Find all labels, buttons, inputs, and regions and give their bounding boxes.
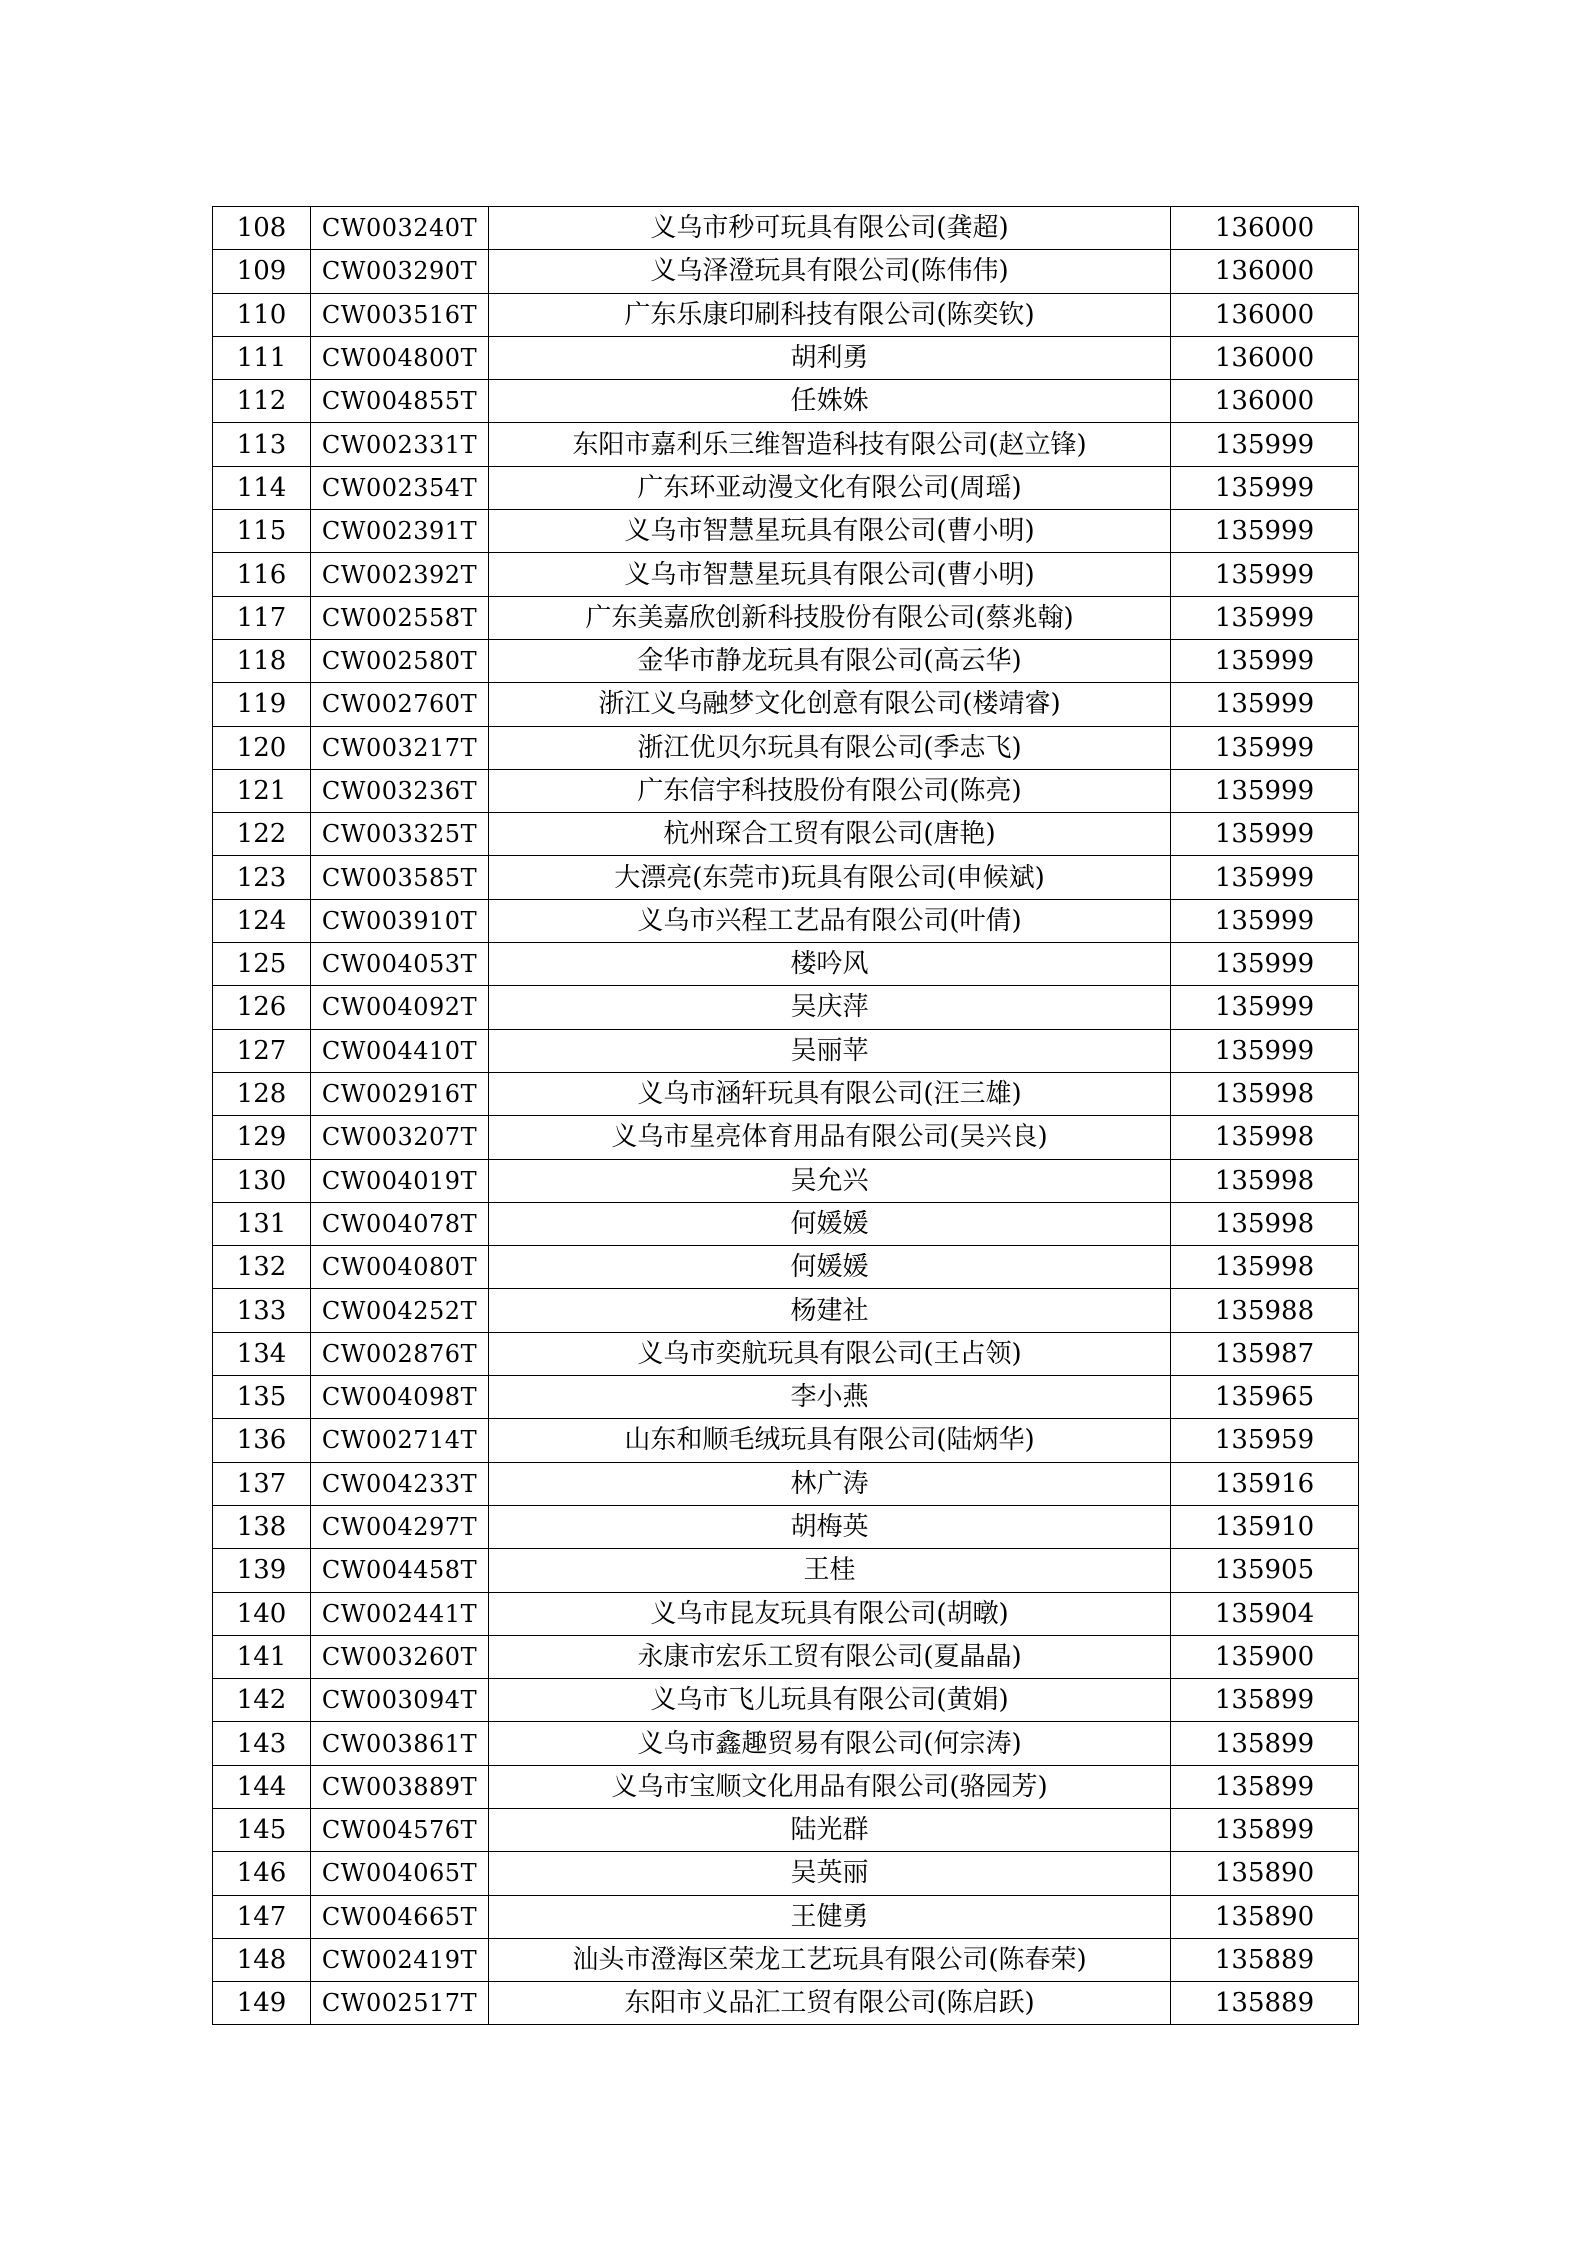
table-row (213, 1116, 1359, 1159)
name-cell: 义乌市智慧星玩具有限公司(曹小明) (489, 553, 1171, 596)
score-cell: 135999 (1171, 856, 1359, 899)
rank-cell: 115 (213, 510, 311, 553)
score-cell: 136000 (1171, 380, 1359, 423)
code-cell: CW004080T (311, 1246, 489, 1289)
table-row (213, 1462, 1359, 1505)
rank-cell: 148 (213, 1938, 311, 1981)
code-cell: CW004665T (311, 1895, 489, 1938)
name-cell: 广东环亚动漫文化有限公司(周瑶) (489, 466, 1171, 509)
name-cell: 义乌市飞儿玩具有限公司(黄娟) (489, 1679, 1171, 1722)
rank-cell: 125 (213, 943, 311, 986)
name-cell: 杨建社 (489, 1289, 1171, 1332)
table-row (213, 1982, 1359, 2025)
name-cell: 义乌市鑫趣贸易有限公司(何宗涛) (489, 1722, 1171, 1765)
table-row (213, 250, 1359, 293)
name-cell: 义乌市兴程工艺品有限公司(叶倩) (489, 899, 1171, 942)
table-row (213, 1419, 1359, 1462)
rank-cell: 136 (213, 1419, 311, 1462)
code-cell: CW003217T (311, 726, 489, 769)
name-cell: 义乌泽澄玩具有限公司(陈伟伟) (489, 250, 1171, 293)
rank-cell: 144 (213, 1765, 311, 1808)
table-row (213, 1029, 1359, 1072)
code-cell: CW002876T (311, 1332, 489, 1375)
code-cell: CW003910T (311, 899, 489, 942)
score-cell: 135905 (1171, 1549, 1359, 1592)
name-cell: 吴庆萍 (489, 986, 1171, 1029)
name-cell: 广东乐康印刷科技有限公司(陈奕钦) (489, 293, 1171, 336)
rank-cell: 133 (213, 1289, 311, 1332)
code-cell: CW002916T (311, 1072, 489, 1115)
name-cell: 浙江优贝尔玩具有限公司(季志飞) (489, 726, 1171, 769)
rank-cell: 130 (213, 1159, 311, 1202)
rank-cell: 118 (213, 639, 311, 682)
code-cell: CW004855T (311, 380, 489, 423)
score-cell: 135988 (1171, 1289, 1359, 1332)
table-row (213, 1289, 1359, 1332)
rank-cell: 137 (213, 1462, 311, 1505)
score-cell: 135999 (1171, 510, 1359, 553)
table-row (213, 1549, 1359, 1592)
table-row (213, 207, 1359, 250)
name-cell: 王桂 (489, 1549, 1171, 1592)
name-cell: 胡梅英 (489, 1505, 1171, 1548)
rank-cell: 138 (213, 1505, 311, 1548)
rank-cell: 124 (213, 899, 311, 942)
rank-cell: 110 (213, 293, 311, 336)
rank-cell: 128 (213, 1072, 311, 1115)
score-cell: 135999 (1171, 813, 1359, 856)
table-row (213, 1246, 1359, 1289)
name-cell: 义乌市涵轩玩具有限公司(汪三雄) (489, 1072, 1171, 1115)
name-cell: 义乌市智慧星玩具有限公司(曹小明) (489, 510, 1171, 553)
code-cell: CW004576T (311, 1808, 489, 1851)
rank-cell: 116 (213, 553, 311, 596)
table-row (213, 1852, 1359, 1895)
rank-cell: 114 (213, 466, 311, 509)
code-cell: CW003260T (311, 1635, 489, 1678)
name-cell: 吴允兴 (489, 1159, 1171, 1202)
rank-cell: 145 (213, 1808, 311, 1851)
name-cell: 义乌市秒可玩具有限公司(龚超) (489, 207, 1171, 250)
name-cell: 王健勇 (489, 1895, 1171, 1938)
score-cell: 135998 (1171, 1159, 1359, 1202)
table-row (213, 726, 1359, 769)
name-cell: 何媛媛 (489, 1202, 1171, 1245)
name-cell: 林广涛 (489, 1462, 1171, 1505)
name-cell: 吴英丽 (489, 1852, 1171, 1895)
rank-cell: 134 (213, 1332, 311, 1375)
name-cell: 杭州琛合工贸有限公司(唐艳) (489, 813, 1171, 856)
score-cell: 135998 (1171, 1246, 1359, 1289)
table-row (213, 510, 1359, 553)
code-cell: CW004297T (311, 1505, 489, 1548)
rank-cell: 123 (213, 856, 311, 899)
code-cell: CW002580T (311, 639, 489, 682)
score-cell: 136000 (1171, 250, 1359, 293)
rank-cell: 117 (213, 596, 311, 639)
score-cell: 135999 (1171, 769, 1359, 812)
score-cell: 136000 (1171, 293, 1359, 336)
code-cell: CW003585T (311, 856, 489, 899)
table-row (213, 1592, 1359, 1635)
name-cell: 义乌市星亮体育用品有限公司(吴兴良) (489, 1116, 1171, 1159)
rank-cell: 122 (213, 813, 311, 856)
table-row (213, 1376, 1359, 1419)
code-cell: CW003516T (311, 293, 489, 336)
code-cell: CW002714T (311, 1419, 489, 1462)
score-cell: 135998 (1171, 1072, 1359, 1115)
table-row (213, 293, 1359, 336)
score-cell: 135998 (1171, 1116, 1359, 1159)
name-cell: 汕头市澄海区荣龙工艺玩具有限公司(陈春荣) (489, 1938, 1171, 1981)
rank-cell: 131 (213, 1202, 311, 1245)
score-cell: 135904 (1171, 1592, 1359, 1635)
table-row (213, 769, 1359, 812)
table-row (213, 1332, 1359, 1375)
table-row (213, 1938, 1359, 1981)
rank-cell: 127 (213, 1029, 311, 1072)
table-row (213, 1679, 1359, 1722)
name-cell: 楼吟风 (489, 943, 1171, 986)
table-row (213, 1722, 1359, 1765)
name-cell: 浙江义乌融梦文化创意有限公司(楼靖睿) (489, 683, 1171, 726)
table-row (213, 423, 1359, 466)
table-row (213, 466, 1359, 509)
code-cell: CW003290T (311, 250, 489, 293)
code-cell: CW004252T (311, 1289, 489, 1332)
name-cell: 永康市宏乐工贸有限公司(夏晶晶) (489, 1635, 1171, 1678)
code-cell: CW004098T (311, 1376, 489, 1419)
rank-cell: 149 (213, 1982, 311, 2025)
table-row (213, 856, 1359, 899)
code-cell: CW004410T (311, 1029, 489, 1072)
name-cell: 义乌市宝顺文化用品有限公司(骆园芳) (489, 1765, 1171, 1808)
code-cell: CW004233T (311, 1462, 489, 1505)
rank-cell: 143 (213, 1722, 311, 1765)
rank-cell: 113 (213, 423, 311, 466)
code-cell: CW002331T (311, 423, 489, 466)
rank-cell: 132 (213, 1246, 311, 1289)
code-cell: CW004458T (311, 1549, 489, 1592)
score-cell: 135899 (1171, 1765, 1359, 1808)
code-cell: CW004065T (311, 1852, 489, 1895)
score-cell: 135999 (1171, 553, 1359, 596)
name-cell: 何媛媛 (489, 1246, 1171, 1289)
score-cell: 135999 (1171, 726, 1359, 769)
score-cell: 135899 (1171, 1722, 1359, 1765)
name-cell: 山东和顺毛绒玩具有限公司(陆炳华) (489, 1419, 1171, 1462)
table-row (213, 553, 1359, 596)
code-cell: CW002392T (311, 553, 489, 596)
code-cell: CW004078T (311, 1202, 489, 1245)
code-cell: CW002441T (311, 1592, 489, 1635)
rank-cell: 121 (213, 769, 311, 812)
table-row (213, 1505, 1359, 1548)
code-cell: CW004019T (311, 1159, 489, 1202)
score-cell: 135999 (1171, 423, 1359, 466)
score-cell: 135999 (1171, 466, 1359, 509)
table-row (213, 1072, 1359, 1115)
name-cell: 李小燕 (489, 1376, 1171, 1419)
code-cell: CW002419T (311, 1938, 489, 1981)
table-row (213, 380, 1359, 423)
name-cell: 胡利勇 (489, 336, 1171, 379)
table-row (213, 1765, 1359, 1808)
name-cell: 东阳市义品汇工贸有限公司(陈启跃) (489, 1982, 1171, 2025)
rank-cell: 111 (213, 336, 311, 379)
rank-cell: 139 (213, 1549, 311, 1592)
score-cell: 135999 (1171, 639, 1359, 682)
score-cell: 135999 (1171, 899, 1359, 942)
score-cell: 136000 (1171, 207, 1359, 250)
rank-cell: 119 (213, 683, 311, 726)
score-cell: 135899 (1171, 1679, 1359, 1722)
rank-cell: 147 (213, 1895, 311, 1938)
score-cell: 135889 (1171, 1938, 1359, 1981)
name-cell: 义乌市昆友玩具有限公司(胡暾) (489, 1592, 1171, 1635)
score-cell: 135998 (1171, 1202, 1359, 1245)
score-cell: 135999 (1171, 986, 1359, 1029)
code-cell: CW003094T (311, 1679, 489, 1722)
rank-cell: 146 (213, 1852, 311, 1895)
name-cell: 广东信宇科技股份有限公司(陈亮) (489, 769, 1171, 812)
rank-cell: 142 (213, 1679, 311, 1722)
results-table (212, 206, 1359, 2025)
rank-cell: 140 (213, 1592, 311, 1635)
score-cell: 135916 (1171, 1462, 1359, 1505)
name-cell: 广东美嘉欣创新科技股份有限公司(蔡兆翰) (489, 596, 1171, 639)
score-cell: 135987 (1171, 1332, 1359, 1375)
score-cell: 135890 (1171, 1852, 1359, 1895)
name-cell: 义乌市奕航玩具有限公司(王占领) (489, 1332, 1171, 1375)
rank-cell: 135 (213, 1376, 311, 1419)
name-cell: 陆光群 (489, 1808, 1171, 1851)
score-cell: 135959 (1171, 1419, 1359, 1462)
score-cell: 135999 (1171, 596, 1359, 639)
code-cell: CW002517T (311, 1982, 489, 2025)
rank-cell: 126 (213, 986, 311, 1029)
score-cell: 135900 (1171, 1635, 1359, 1678)
code-cell: CW003861T (311, 1722, 489, 1765)
table-row (213, 986, 1359, 1029)
code-cell: CW004800T (311, 336, 489, 379)
rank-cell: 112 (213, 380, 311, 423)
score-cell: 135889 (1171, 1982, 1359, 2025)
name-cell: 吴丽苹 (489, 1029, 1171, 1072)
score-cell: 135999 (1171, 943, 1359, 986)
table-row (213, 1635, 1359, 1678)
score-cell: 135910 (1171, 1505, 1359, 1548)
name-cell: 东阳市嘉利乐三维智造科技有限公司(赵立锋) (489, 423, 1171, 466)
table-row (213, 336, 1359, 379)
name-cell: 大漂亮(东莞市)玩具有限公司(申候斌) (489, 856, 1171, 899)
name-cell: 金华市静龙玩具有限公司(高云华) (489, 639, 1171, 682)
rank-cell: 109 (213, 250, 311, 293)
table-row (213, 596, 1359, 639)
table-row (213, 943, 1359, 986)
rank-cell: 120 (213, 726, 311, 769)
table-row (213, 1202, 1359, 1245)
table-row (213, 1895, 1359, 1938)
code-cell: CW004053T (311, 943, 489, 986)
code-cell: CW003236T (311, 769, 489, 812)
score-cell: 135899 (1171, 1808, 1359, 1851)
code-cell: CW003325T (311, 813, 489, 856)
table-row (213, 1159, 1359, 1202)
code-cell: CW002391T (311, 510, 489, 553)
code-cell: CW003889T (311, 1765, 489, 1808)
rank-cell: 141 (213, 1635, 311, 1678)
score-cell: 136000 (1171, 336, 1359, 379)
code-cell: CW002354T (311, 466, 489, 509)
table-row (213, 1808, 1359, 1851)
results-table-body (213, 207, 1359, 2025)
table-row (213, 813, 1359, 856)
code-cell: CW002760T (311, 683, 489, 726)
score-cell: 135890 (1171, 1895, 1359, 1938)
rank-cell: 129 (213, 1116, 311, 1159)
code-cell: CW003207T (311, 1116, 489, 1159)
rank-cell: 108 (213, 207, 311, 250)
code-cell: CW003240T (311, 207, 489, 250)
table-row (213, 899, 1359, 942)
table-row (213, 683, 1359, 726)
code-cell: CW004092T (311, 986, 489, 1029)
score-cell: 135999 (1171, 1029, 1359, 1072)
score-cell: 135965 (1171, 1376, 1359, 1419)
table-row (213, 639, 1359, 682)
score-cell: 135999 (1171, 683, 1359, 726)
name-cell: 任姝姝 (489, 380, 1171, 423)
code-cell: CW002558T (311, 596, 489, 639)
